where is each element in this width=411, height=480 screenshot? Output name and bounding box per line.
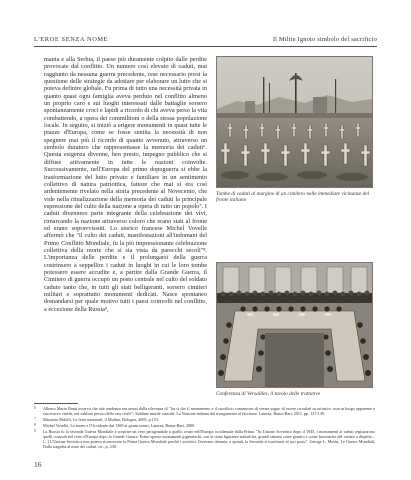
cemetery-photo xyxy=(216,56,373,188)
footnote-number: 6 xyxy=(34,406,36,410)
header-chapter-title: Il Milite Ignoto simbolo del sacrificio xyxy=(272,36,377,43)
footnotes xyxy=(34,406,375,450)
cemetery-photo-image xyxy=(217,57,372,187)
footnote-number: 7 xyxy=(34,417,36,421)
footnote xyxy=(34,417,375,422)
footnote-text: Alberto Mario Banti osserva che tale tendenza era ormai dalla rilevanza di "far sì che il monumento e il sacrificio consentono di creare sogno di essere ricordati su un'unico icon in luogo apparente e successivo vinciti, nei sublimi presso dello vita civile"; Sublime inutile custode. La Nazione italiana dal risorgimento al fascismo, Laterza, Roma-Bari, 2011, pp. 137-139. xyxy=(43,406,375,417)
header-divider xyxy=(34,46,377,47)
footnote xyxy=(34,423,375,428)
running-header xyxy=(34,36,377,43)
conference-photo xyxy=(216,262,373,388)
footnote xyxy=(34,429,375,450)
figure-caption: Tombe di caduti al margine di un cimitero nelle immediate vicinanze del fronte italiano xyxy=(216,191,370,204)
header-book-title: L'EROE SENZA NOME xyxy=(34,36,109,43)
footnote-text: Michel Vovelle, La morte e l'Occidente dal 1300 ai giorni nostri, Laterza, Roma-Bari, 2000. xyxy=(43,422,196,428)
footnote xyxy=(34,406,375,416)
footnote-divider xyxy=(34,403,78,404)
conference-photo-image xyxy=(217,263,372,387)
main-text-column xyxy=(44,56,207,313)
footnote-number: 8 xyxy=(34,422,36,427)
footnote-text: Maurizio Ridolfi, Le feste nazionali, il Mulino, Bologna, 2003, p.153. xyxy=(43,417,159,422)
footnote-text: La Russia fu la seconda Guerra Mondiale a scoprire un vero paragonabile a quello avuto nell'Europa occidentale dalla Prima. "In Unione Sovietica dopo il 1945, i monumenti ai caduti registrarono quelli costruiti nel resto d'Europa dopo la Grande Guerra. Erano spesso monumenti giganteschi, con la cinta figurante statistiche, grandi sistemi come granito e come fuoriuscite del vietato a dispetto... [...] L'Unione Sovietica non poteva riconoscere la Prima Guerra Mondiale perché i sovietici l'avevano ritenuta, e quindi, la Seconda si trasformò al suo posto". George L. Mosse, Le Guerre Mondiali, Dalla tragedia al mito dei caduti, cit., p. 230. xyxy=(43,428,375,450)
page-number: 16 xyxy=(34,460,42,469)
body-paragraph: mania e alla Serbia, il paese più duramente colpito dalle perdite provocate dal conflitto. Un numero così elevato di caduti, mai raggiunto da nessuna guerra precedente, rese necessario porsi la questione delle strategie da adottare per elaborare un lutto che si poteva definire globale. Fu prima di tutto una necessità privata in quanto quasi ogni famiglia aveva perduto nel conflitto almeno un proprio caro e sui luoghi interessati dalle battaglie sorsero spontaneamente croci e lapidi a ricordo di chi aveva perso la vita combattendo, a opera dei commilitoni o della stessa popolazione locale. In seguito, si iniziò a erigere monumenti in quasi tutte le piazze d'Europa, come se fosse sentita la necessità di non spegnere mai più il ricordo di quanto avvenuto, attraverso un simbolo duraturo che rappresentasse la memoria dei caduti⁶. Questa esigenza divenne, ben presto, impegno pubblico che si diffuse attivamente in tutte le nazioni coinvolte. Successivamente, nell'Europa del primo dopoguerra si ebbe la trasformazione del lutto privato e familiare in un sentimento collettivo di natura patriottica, fattore che mai si era così ardentemente rivelato nella storia precedente al Novecento, che vide nella ritualizzazione della memoria dei caduti la principale espressione del culto della nazione a opera di tutto un popolo⁷. I caduti divennero parte integrante della celebrazione dei vivi, rimarcando la nazione attraverso coloro che erano stati al fronte ed erano sopravvissuti. Lo storico francese Michel Vovelle affermò che "il culto dei caduti, manifestazioni all'indomani del Primo Conflitto Mondiale, fu la più impressionante celebrazione collettiva della morte che si sia vista da parecchi secoli"⁸. L'importanza delle perdite e il prolungarsi della guerra costrinsero a seppellire i caduti in luoghi in cui le loro tombe potessero essere accudite e, a partire dalla Grande Guerra, il Cimitero di guerra occupò un posto centrale nel culto del soldato caduto tanto che, in tutti gli stati belligeranti, sorsero cimiteri militari e soprattutto monumenti dedicati. Nasce spontaneo domandarsi per quale motivo tutti i paesi coinvolti nel conflitto, a eccezione della Russia⁹, xyxy=(44,56,207,313)
figure-caption: Conferenza di Versailles, il tavolo delle trattative xyxy=(216,391,321,397)
footnote-number: 9 xyxy=(34,428,36,433)
